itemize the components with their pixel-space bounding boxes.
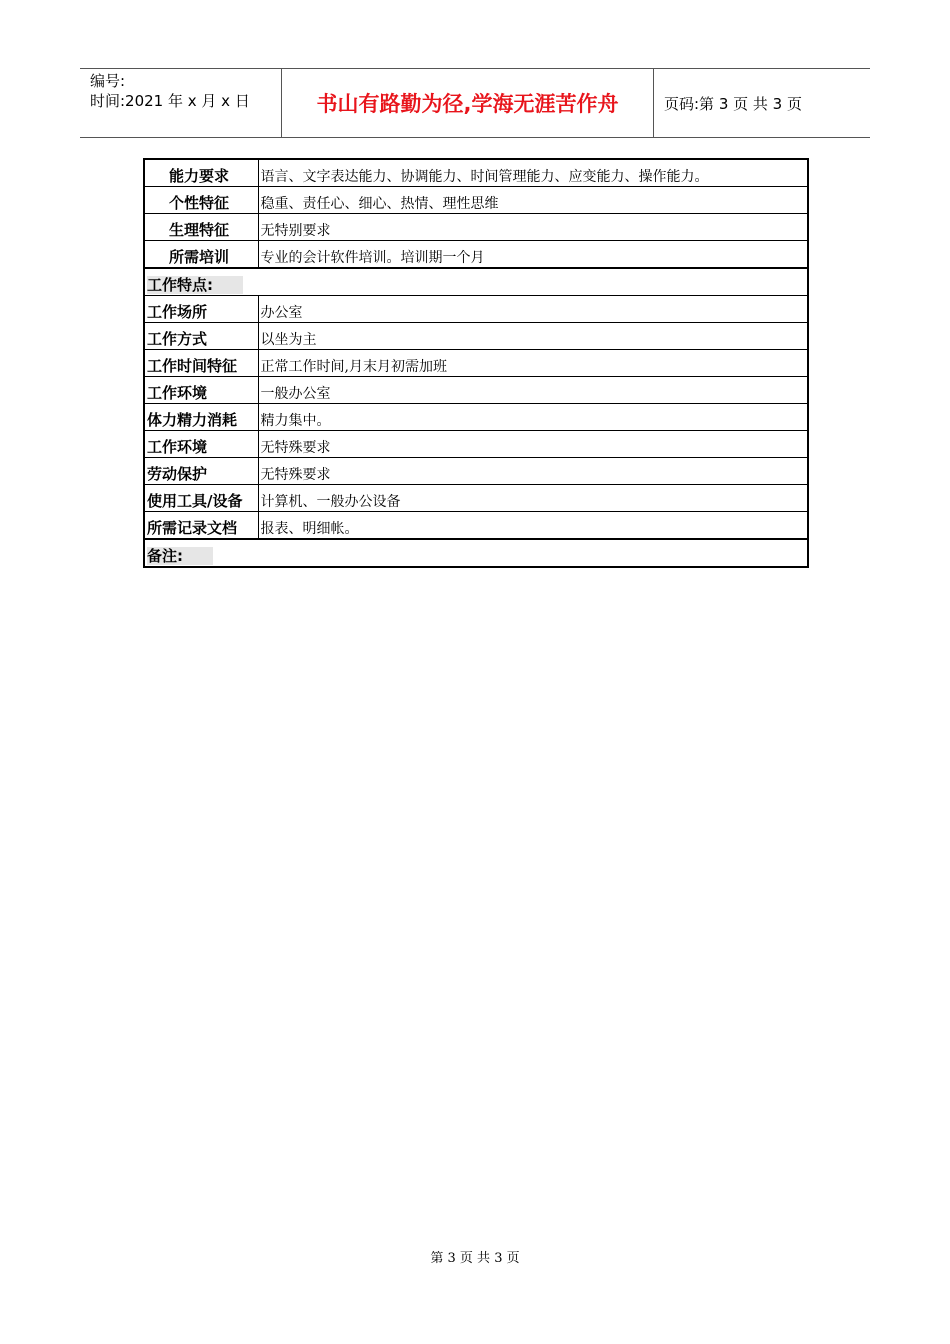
row-value: 正常工作时间,月末月初需加班 — [258, 350, 808, 377]
page-header — [80, 68, 870, 138]
row-label: 工作场所 — [144, 296, 258, 323]
row-label: 所需记录文档 — [144, 512, 258, 540]
remarks-row — [144, 539, 808, 567]
time-label: 时间:2021 年 x 月 x 日 — [90, 92, 250, 110]
header-page-label: 页码:第 3 页 共 3 页 — [664, 94, 802, 113]
table-row — [144, 214, 808, 241]
row-label: 工作方式 — [144, 323, 258, 350]
table-row — [144, 296, 808, 323]
row-label: 劳动保护 — [144, 458, 258, 485]
remarks-label-text: 备注: — [147, 547, 213, 565]
row-value: 稳重、责任心、细心、热情、理性思维 — [258, 187, 808, 214]
remarks-label — [144, 539, 808, 567]
row-value: 办公室 — [258, 296, 808, 323]
row-value: 精力集中。 — [258, 404, 808, 431]
header-meta — [80, 69, 290, 139]
table-row — [144, 187, 808, 214]
table-row — [144, 323, 808, 350]
row-label: 个性特征 — [144, 187, 258, 214]
job-description-table — [143, 158, 809, 568]
table-row — [144, 404, 808, 431]
row-label: 生理特征 — [144, 214, 258, 241]
number-label: 编号: — [90, 72, 126, 90]
row-value: 专业的会计软件培训。培训期一个月 — [258, 241, 808, 269]
row-value: 无特别要求 — [258, 214, 808, 241]
row-label: 能力要求 — [144, 159, 258, 187]
section-title-text: 工作特点: — [147, 276, 243, 294]
row-label: 工作环境 — [144, 431, 258, 458]
row-value: 一般办公室 — [258, 377, 808, 404]
section-row — [144, 268, 808, 296]
header-motto: 书山有路勤为径,学海无涯苦作舟 — [316, 92, 619, 116]
table-row — [144, 350, 808, 377]
row-label: 工作时间特征 — [144, 350, 258, 377]
row-value: 无特殊要求 — [258, 458, 808, 485]
row-label: 使用工具/设备 — [144, 485, 258, 512]
table-row — [144, 377, 808, 404]
row-value: 报表、明细帐。 — [258, 512, 808, 540]
table-row — [144, 512, 808, 540]
row-label: 所需培训 — [144, 241, 258, 269]
table-row — [144, 485, 808, 512]
table-row — [144, 159, 808, 187]
row-label: 工作环境 — [144, 377, 258, 404]
row-value: 以坐为主 — [258, 323, 808, 350]
table-row — [144, 431, 808, 458]
row-value: 无特殊要求 — [258, 431, 808, 458]
table-row — [144, 241, 808, 269]
row-value: 计算机、一般办公设备 — [258, 485, 808, 512]
page-footer: 第 3 页 共 3 页 — [430, 1251, 520, 1266]
row-label: 体力精力消耗 — [144, 404, 258, 431]
row-value: 语言、文字表达能力、协调能力、时间管理能力、应变能力、操作能力。 — [258, 159, 808, 187]
section-title — [144, 268, 808, 296]
table-row — [144, 458, 808, 485]
